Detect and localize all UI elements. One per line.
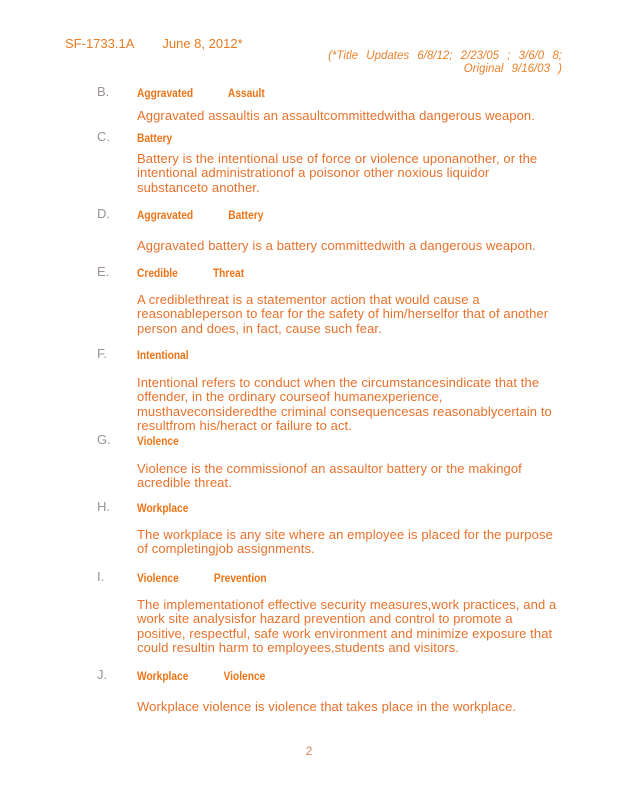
title-update-note-line2: Original 9/16/03 ) [463,62,562,75]
section-violence-prevention [0,569,618,656]
doc-date: June 8, 2012* [162,36,243,51]
section-battery [0,129,618,195]
section-aggravated-battery [0,206,618,253]
section-body: Intentional refers to conduct when the circumstancesindicate that the offender, in the ordinary courseof humanexperience, musthaveconsideredthe criminal consequencesas reasonablycertain to resultfrom his/heract or failure to act. [137,375,552,434]
section-heading: Credible Threat [137,266,245,280]
section-body: Violence is the commissionof an assaultor battery or the makingof acredible threat. [137,461,522,491]
section-workplace [0,499,618,557]
section-heading: Workplace Violence [137,669,266,683]
section-heading: Workplace [137,501,189,515]
page-number: 2 [305,744,313,758]
section-heading: Violence Prevention [137,571,267,585]
section-heading: Aggravated Assault [137,86,265,100]
section-letter: G. [97,432,111,447]
section-body: Aggravated assaultis an assaultcommittedwitha dangerous weapon. [137,108,535,123]
section-heading: Violence [137,434,179,448]
section-credible-threat [0,264,618,336]
section-heading: Intentional [137,348,189,362]
section-letter: B. [97,84,110,99]
section-heading: Battery [137,131,173,145]
section-body: Battery is the intentional use of force or violence uponanother, or the intentional administrationof a poisonor other noxious liquidor substanceto another. [137,151,538,195]
section-letter: F. [97,346,108,361]
section-heading: Aggravated Battery [137,208,264,222]
document-header [65,36,243,51]
section-body: The implementationof effective security measures,work practices, and a work site analysisfor hazard prevention and control to promote a positive, respectful, safe work environment and minimize exposure that could resultin harm to employees,students and visitors. [137,597,557,656]
doc-number: SF-1733.1A [65,36,135,51]
section-aggravated-assault [0,84,618,123]
section-workplace-violence [0,667,618,714]
section-violence [0,432,618,491]
section-body: A crediblethreat is a statementor action that would cause a reasonableperson to fear for the safety of him/herselfor that of another person and does, in fact, cause such fear. [137,292,549,336]
section-body: Aggravated battery is a battery committedwith a dangerous weapon. [137,238,536,253]
section-body: Workplace violence is violence that takes place in the workplace. [137,699,517,714]
section-letter: H. [97,499,110,514]
section-letter: J. [97,667,108,682]
section-letter: D. [97,206,110,221]
section-body: The workplace is any site where an employee is placed for the purpose of completingjob assignments. [137,527,553,557]
title-update-note-line1: (*Title Updates 6/8/12; 2/23/05 ; 3/6/0 8; [328,50,562,62]
title-update-note [328,50,562,75]
section-letter: C. [97,129,110,144]
section-intentional [0,346,618,434]
section-letter: E. [97,264,110,279]
section-letter: I. [97,569,105,584]
